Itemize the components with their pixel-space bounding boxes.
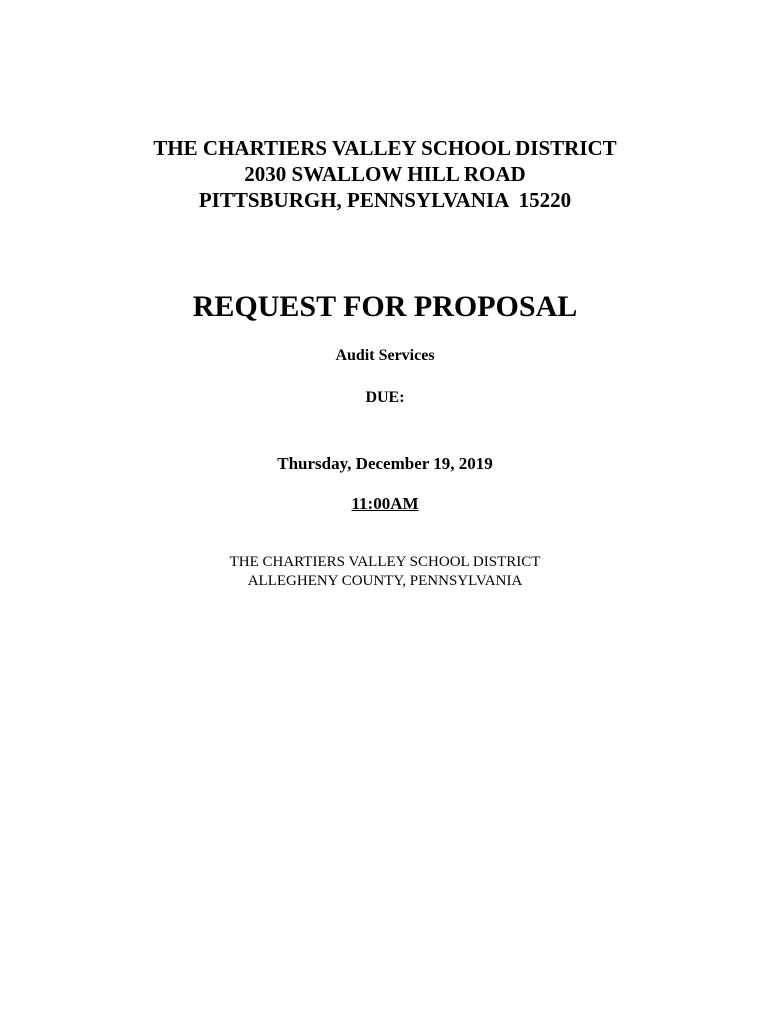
due-label: DUE: xyxy=(365,389,405,406)
due-date: Thursday, December 19, 2019 xyxy=(277,454,493,473)
footer-district: THE CHARTIERS VALLEY SCHOOL DISTRICT xyxy=(229,554,541,570)
district-address: 2030 SWALLOW HILL ROAD xyxy=(244,162,526,186)
footer-county: ALLEGHENY COUNTY, PENNSYLVANIA xyxy=(247,573,523,589)
proposal-subject: Audit Services xyxy=(335,347,435,364)
document-title: REQUEST FOR PROPOSAL xyxy=(192,290,578,323)
district-name: THE CHARTIERS VALLEY SCHOOL DISTRICT xyxy=(153,136,617,160)
due-time: 11:00AM xyxy=(351,494,419,513)
due-time-row xyxy=(0,493,770,515)
district-city-state: PITTSBURGH, PENNSYLVANIA 15220 xyxy=(198,188,572,212)
